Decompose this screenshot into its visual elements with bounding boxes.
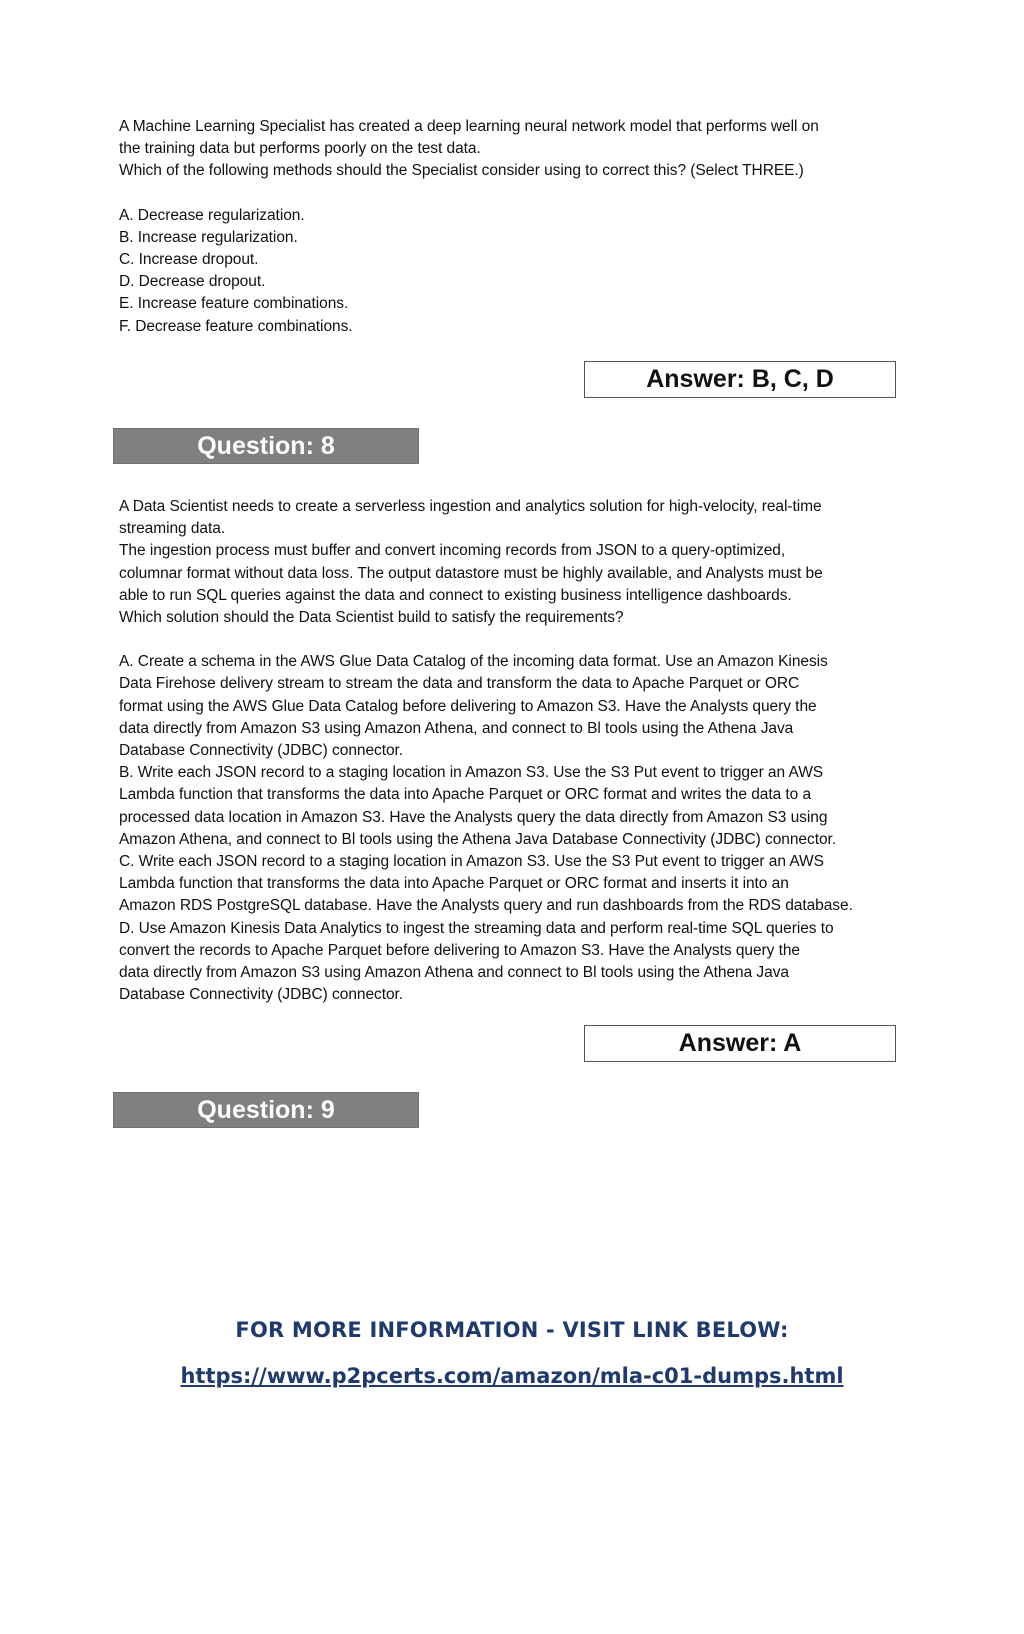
question-9-header: Question: 9: [113, 1092, 419, 1128]
question-7-answer-box: Answer: B, C, D: [584, 361, 896, 398]
question-7-option-a: A. Decrease regularization.: [119, 206, 305, 224]
question-8-option-line: data directly from Amazon S3 using Amazon Athena and connect to Bl tools using the Athena Java: [119, 964, 789, 982]
question-8-header: Question: 8: [113, 428, 419, 464]
question-7-option-e: E. Increase feature combinations.: [119, 295, 349, 313]
question-7-body: [119, 116, 899, 338]
question-8-stem-line: able to run SQL queries against the data and connect to existing business intelligence dashboards.: [119, 586, 792, 604]
question-8-option-line: Amazon RDS PostgreSQL database. Have the Analysts query and run dashboards from the RDS database.: [119, 897, 853, 915]
question-8-option-line: processed data location in Amazon S3. Have the Analysts query the data directly from Amazon S3 using: [119, 808, 828, 826]
promo-heading: FOR MORE INFORMATION - VISIT LINK BELOW:: [235, 1318, 789, 1342]
question-8-option-line: data directly from Amazon S3 using Amazon Athena, and connect to Bl tools using the Athena Java: [119, 719, 794, 737]
question-8-body: [119, 496, 899, 1006]
question-8-option-line: Data Firehose delivery stream to stream the data and transform the data to Apache Parquet or ORC: [119, 675, 800, 693]
question-7-option-f: F. Decrease feature combinations.: [119, 317, 353, 335]
question-7-option-d: D. Decrease dropout.: [119, 273, 266, 291]
question-7-stem-line: the training data but performs poorly on the test data.: [119, 140, 481, 158]
question-8-option-line: C. Write each JSON record to a staging location in Amazon S3. Use the S3 Put event to trigger an AWS: [119, 853, 824, 871]
promo-link[interactable]: https://www.p2pcerts.com/amazon/mla-c01-dumps.html: [180, 1364, 844, 1388]
question-8-stem-line: streaming data.: [119, 520, 226, 538]
question-7-option-c: C. Increase dropout.: [119, 251, 259, 269]
question-8-option-line: Lambda function that transforms the data into Apache Parquet or ORC format and inserts it into an: [119, 875, 789, 893]
question-8-stem-line: Which solution should the Data Scientist build to satisfy the requirements?: [119, 609, 624, 627]
question-7-stem-line: Which of the following methods should the Specialist consider using to correct this? (Select THREE.): [119, 162, 804, 180]
question-8-stem-line: A Data Scientist needs to create a serverless ingestion and analytics solution for high-velocity, real-time: [119, 498, 822, 515]
question-8-option-line: D. Use Amazon Kinesis Data Analytics to ingest the streaming data and perform real-time SQL queries to: [119, 919, 834, 937]
question-8-option-line: Database Connectivity (JDBC) connector.: [119, 742, 404, 760]
question-7-option-b: B. Increase regularization.: [119, 228, 298, 246]
question-8-option-line: Amazon Athena, and connect to Bl tools using the Athena Java Database Connectivity (JDBC) connector.: [119, 830, 837, 848]
question-7-stem-line: A Machine Learning Specialist has created a deep learning neural network model that performs well on: [119, 118, 819, 135]
question-8-answer-box: Answer: A: [584, 1025, 896, 1062]
question-8-option-line: Database Connectivity (JDBC) connector.: [119, 986, 404, 1004]
question-8-stem-line: The ingestion process must buffer and convert incoming records from JSON to a query-optimized,: [119, 542, 786, 560]
question-8-stem-line: columnar format without data loss. The output datastore must be highly available, and Analysts must be: [119, 564, 823, 582]
question-8-option-line: Lambda function that transforms the data into Apache Parquet or ORC format and writes the data to a: [119, 786, 812, 804]
question-8-option-line: A. Create a schema in the AWS Glue Data Catalog of the incoming data format. Use an Amazon Kinesis: [119, 653, 828, 671]
question-8-option-line: format using the AWS Glue Data Catalog before delivering to Amazon S3. Have the Analysts query the: [119, 697, 817, 715]
question-8-option-line: B. Write each JSON record to a staging location in Amazon S3. Use the S3 Put event to trigger an AWS: [119, 764, 824, 782]
question-8-option-line: convert the records to Apache Parquet before delivering to Amazon S3. Have the Analysts query the: [119, 941, 801, 959]
